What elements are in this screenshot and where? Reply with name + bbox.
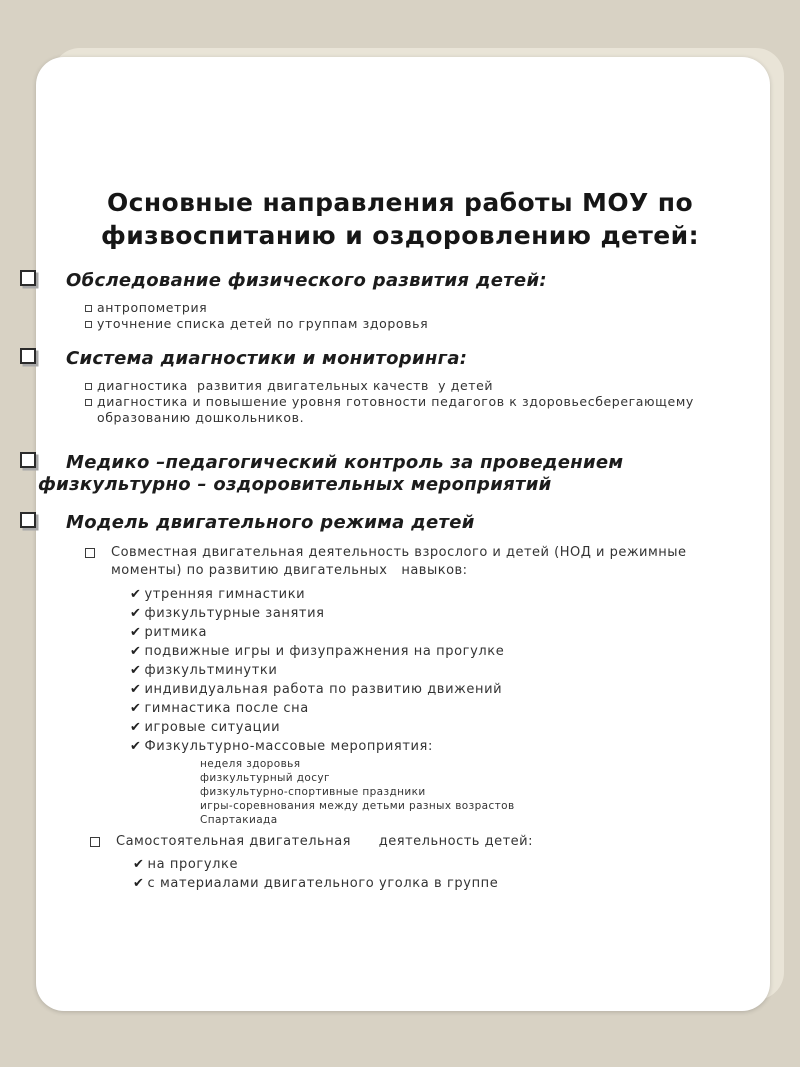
check-item: [130, 718, 778, 737]
section-heading: Обследование физического развития детей:: [66, 270, 547, 291]
event-list: [200, 757, 778, 827]
check-icon: ✔: [130, 625, 142, 640]
hollow-square-bullet-icon: [85, 548, 95, 558]
check-icon: ✔: [130, 720, 142, 735]
check-item-text: ритмика: [144, 625, 208, 640]
check-item-text: гимнастика после сна: [144, 701, 309, 716]
slide-title: Основные направления работы МОУ по физвоспитанию и оздоровлению детей:: [101, 188, 703, 250]
check-item-text: физкультурные занятия: [144, 606, 325, 621]
list-item: [85, 300, 778, 316]
check-item-text: с материалами двигательного уголка в группе: [147, 876, 499, 891]
check-item: [130, 623, 778, 642]
check-item: [130, 661, 778, 680]
check-icon: ✔: [130, 739, 142, 754]
section-heading: Модель двигательного режима детей: [66, 512, 475, 533]
list-item-text: антропометрия: [97, 300, 208, 315]
check-icon: ✔: [133, 857, 145, 872]
list-item: [85, 394, 778, 426]
checkbox-bullet-icon: [20, 270, 36, 286]
check-icon: ✔: [130, 701, 142, 716]
event-item: физкультурно-спортивные праздники: [200, 786, 426, 798]
check-item: [130, 642, 778, 661]
check-item: [130, 680, 778, 699]
check-item-text: подвижные игры и физупражнения на прогулке: [144, 644, 505, 659]
section-heading: Медико –педагогический контроль за проведением физкультурно – оздоровительных мероприятий: [38, 452, 630, 495]
check-icon: ✔: [130, 663, 142, 678]
event-item: физкультурный досуг: [200, 772, 330, 784]
event-item: игры-соревнования между детьми разных возрастов: [200, 800, 515, 812]
checkbox-bullet-icon: [20, 512, 36, 528]
check-item-text: игровые ситуации: [144, 720, 281, 735]
check-icon: ✔: [130, 682, 142, 697]
hollow-square-bullet-icon: [90, 837, 100, 847]
square-bullet-icon: [85, 399, 92, 406]
event-item: неделя здоровья: [200, 758, 301, 770]
check-icon: ✔: [130, 587, 142, 602]
check-item: [130, 604, 778, 623]
section-heading-row: [38, 452, 698, 496]
section-motor-model: [38, 512, 778, 893]
checkbox-bullet-icon: [20, 348, 36, 364]
check-item: [130, 699, 778, 718]
check-item: [130, 737, 778, 756]
square-bullet-icon: [85, 321, 92, 328]
list-item-text: диагностика развития двигательных качеств у детей: [97, 378, 494, 393]
section-heading-row: [38, 270, 778, 292]
check-icon: ✔: [130, 606, 142, 621]
check-item-text: Физкультурно-массовые мероприятия:: [144, 739, 433, 754]
section-medical-control: [38, 452, 698, 496]
section-heading-row: [38, 512, 778, 534]
check-item-text: на прогулке: [147, 857, 239, 872]
check-item: [130, 585, 778, 604]
section-item-list: [85, 378, 778, 426]
check-icon: ✔: [133, 876, 145, 891]
event-item: Спартакиада: [200, 814, 278, 826]
list-item: [85, 378, 778, 394]
square-bullet-icon: [85, 305, 92, 312]
section-item-list: [85, 300, 778, 332]
section-survey: [38, 270, 778, 332]
square-bullet-icon: [85, 383, 92, 390]
checkbox-bullet-icon: [20, 452, 36, 468]
check-item: [133, 874, 778, 893]
section-heading: Система диагностики и мониторинга:: [66, 348, 468, 369]
check-item-text: физкультминутки: [144, 663, 278, 678]
check-list: [130, 585, 778, 756]
check-icon: ✔: [130, 644, 142, 659]
list-item: [85, 316, 778, 332]
list-item-text: уточнение списка детей по группам здоровья: [97, 316, 429, 331]
subsection-independent-activity: [90, 833, 778, 851]
check-item-text: утренняя гимнастики: [144, 587, 306, 602]
subsection-joint-activity: [85, 544, 778, 580]
section-heading-row: [38, 348, 778, 370]
list-item-text: диагностика и повышение уровня готовности педагогов к здоровьесберегающему образованию дошкольников.: [97, 394, 699, 425]
subsection-label: Совместная двигательная деятельность взрослого и детей (НОД и режимные моменты) по развитию двигательных навыков:: [111, 545, 692, 578]
check-item: [133, 855, 778, 874]
check-list: [133, 855, 778, 893]
subsection-label: Самостоятельная двигательная деятельность детей:: [116, 834, 533, 849]
check-item-text: индивидуальная работа по развитию движений: [144, 682, 503, 697]
section-diagnostics: [38, 348, 778, 426]
